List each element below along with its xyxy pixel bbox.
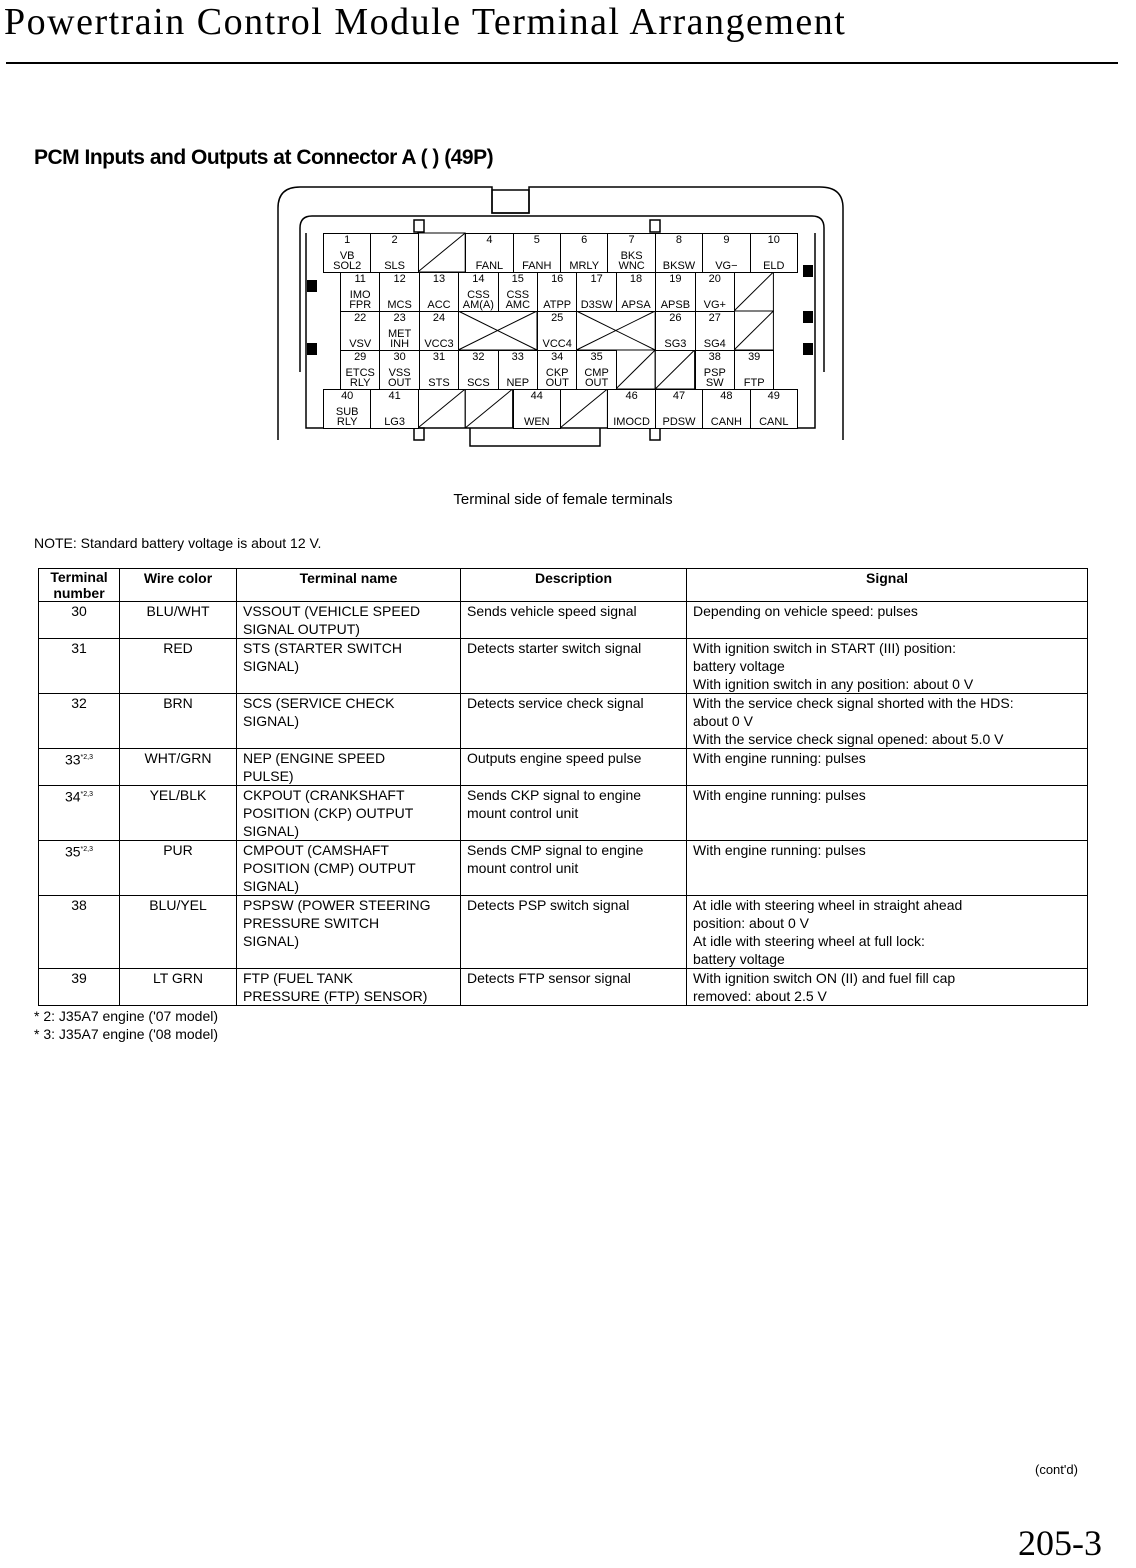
terminal-number: 4 <box>486 234 493 246</box>
terminal-cell <box>498 350 538 390</box>
terminal-name-cell: CMPOUT (CAMSHAFT POSITION (CMP) OUTPUT SIGNAL) <box>237 841 461 896</box>
terminal-label: D3SW <box>580 299 613 311</box>
terminal-number: 35 <box>590 351 603 363</box>
terminal-name-cell: NEP (ENGINE SPEED PULSE) <box>237 749 461 786</box>
terminal-number: 39 <box>748 351 761 363</box>
terminal-label: FTP <box>743 377 765 389</box>
terminal-number: 29 <box>354 351 367 363</box>
terminal-label: PSP SW <box>703 367 726 389</box>
wire-color-cell: BLU/WHT <box>120 602 237 639</box>
terminal-cell <box>458 272 498 312</box>
terminal-label: VSV <box>349 338 372 350</box>
terminal-label: CMP OUT <box>584 367 609 389</box>
terminal-cell <box>379 350 419 390</box>
terminal-label: SCS <box>467 377 490 389</box>
blank-slash-mark <box>734 272 773 311</box>
terminal-cell <box>695 311 735 351</box>
terminal-label: LG3 <box>384 416 405 428</box>
terminal-label: CSS AM(A) <box>462 289 494 311</box>
table-row <box>39 969 1088 1006</box>
terminal-label: BKS WNC <box>618 250 645 272</box>
terminal-number: 31 <box>71 640 87 656</box>
terminal-cell <box>607 389 655 429</box>
terminal-number: 33 <box>511 351 524 363</box>
terminal-cell <box>379 272 419 312</box>
continued-label: (cont'd) <box>1035 1462 1078 1477</box>
blank-cross-mark <box>458 311 537 350</box>
description-cell: Detects starter switch signal <box>461 639 687 694</box>
wire-color-cell: WHT/GRN <box>120 749 237 786</box>
header-signal: Signal <box>687 569 1088 602</box>
terminal-cell <box>419 272 459 312</box>
terminal-cell <box>655 233 703 273</box>
terminal-cell <box>537 311 577 351</box>
footnote-2: * 2: J35A7 engine ('07 model) <box>34 1008 219 1024</box>
terminal-number: 15 <box>511 273 524 285</box>
blank-slash-mark <box>418 389 465 428</box>
table-row <box>39 786 1088 841</box>
terminal-number: 20 <box>708 273 721 285</box>
description-cell: Sends CKP signal to engine mount control unit <box>461 786 687 841</box>
footnote-ref: *2,3 <box>80 754 94 761</box>
description-cell: Detects PSP switch signal <box>461 896 687 969</box>
terminal-number: 49 <box>767 390 780 402</box>
terminal-cell <box>465 233 513 273</box>
terminal-number: 12 <box>393 273 406 285</box>
table-row <box>39 639 1088 694</box>
terminal-label: MCS <box>387 299 412 311</box>
terminal-number-cell <box>39 969 120 1006</box>
terminal-cell <box>513 233 561 273</box>
terminal-cell <box>513 389 561 429</box>
wire-color-cell: BLU/YEL <box>120 896 237 969</box>
terminal-number: 18 <box>629 273 643 285</box>
terminal-name-cell: FTP (FUEL TANK PRESSURE (FTP) SENSOR) <box>237 969 461 1006</box>
terminal-number: 24 <box>432 312 446 324</box>
terminal-number: 2 <box>391 234 398 246</box>
signal-cell: With the service check signal shorted with the HDS: about 0 V With the service check signal opened: about 5.0 V <box>687 694 1088 749</box>
terminal-number: 26 <box>669 312 682 324</box>
terminal-name-cell: VSSOUT (VEHICLE SPEED SIGNAL OUTPUT) <box>237 602 461 639</box>
terminal-cell <box>537 350 577 390</box>
terminal-cell <box>576 350 616 390</box>
terminal-label: VG+ <box>703 299 726 311</box>
terminal-label: MRLY <box>569 260 600 272</box>
terminal-number: 1 <box>344 234 351 246</box>
signal-cell: With engine running: pulses <box>687 841 1088 896</box>
terminal-cell <box>340 350 380 390</box>
terminal-label: ATPP <box>543 299 572 311</box>
terminal-number: 7 <box>628 234 635 246</box>
terminal-label: IMOCD <box>613 416 650 428</box>
wire-color-cell: YEL/BLK <box>120 786 237 841</box>
terminal-cell <box>419 311 459 351</box>
terminal-cell <box>655 272 695 312</box>
terminal-number-cell <box>39 896 120 969</box>
terminal-cell <box>498 272 538 312</box>
blank-slash-mark <box>418 233 465 272</box>
terminal-number: 34 <box>64 788 81 805</box>
terminal-label: APSB <box>660 299 691 311</box>
terminal-cell <box>655 389 703 429</box>
terminal-label: NEP <box>506 377 530 389</box>
connector-caption: Terminal side of female terminals <box>453 491 673 508</box>
terminal-number: 31 <box>432 351 446 363</box>
terminal-number-cell <box>39 841 120 896</box>
wire-color-cell: RED <box>120 639 237 694</box>
terminal-name-cell: CKPOUT (CRANKSHAFT POSITION (CKP) OUTPUT SIGNAL) <box>237 786 461 841</box>
terminal-number: 9 <box>723 234 730 246</box>
terminal-number: 14 <box>472 273 485 285</box>
terminal-label: WEN <box>523 416 550 428</box>
terminal-number: 17 <box>590 273 603 285</box>
terminal-label: FANH <box>522 260 552 272</box>
terminal-label: BKSW <box>662 260 696 272</box>
blank-slash-mark <box>655 350 694 389</box>
terminal-number: 30 <box>393 351 406 363</box>
connector-housing-outline <box>0 0 1136 460</box>
terminal-number-cell <box>39 749 120 786</box>
terminal-number: 34 <box>551 351 564 363</box>
wire-color-cell: LT GRN <box>120 969 237 1006</box>
signal-cell: With engine running: pulses <box>687 749 1088 786</box>
terminal-cell <box>458 350 498 390</box>
terminal-label: STS <box>428 377 450 389</box>
terminal-number: 32 <box>71 695 87 711</box>
terminal-label: CKP OUT <box>545 367 569 389</box>
description-cell: Outputs engine speed pulse <box>461 749 687 786</box>
blank-slash-mark <box>734 311 773 350</box>
terminal-number: 38 <box>708 351 721 363</box>
terminal-label: CSS AMC <box>505 289 531 311</box>
terminal-cell <box>607 233 655 273</box>
terminal-cell <box>702 233 750 273</box>
signal-cell: At idle with steering wheel in straight ahead position: about 0 V At idle with steering wheel at full lock: battery voltage <box>687 896 1088 969</box>
terminal-label: MET INH <box>387 328 412 350</box>
terminal-number: 11 <box>354 273 366 285</box>
terminal-number: 47 <box>672 390 686 402</box>
blank-slash-mark <box>560 389 607 428</box>
terminal-label: CANH <box>710 416 742 428</box>
terminal-number: 16 <box>551 273 564 285</box>
header-wire-color: Wire color <box>120 569 237 602</box>
header-description: Description <box>461 569 687 602</box>
terminal-cell <box>695 272 735 312</box>
terminal-number: 8 <box>675 234 683 246</box>
terminal-cell <box>734 350 774 390</box>
table-row <box>39 841 1088 896</box>
blank-slash-mark <box>616 350 655 389</box>
description-cell: Sends CMP signal to engine mount control unit <box>461 841 687 896</box>
terminal-table <box>38 568 1088 1006</box>
terminal-name-cell: STS (STARTER SWITCH SIGNAL) <box>237 639 461 694</box>
terminal-number: 38 <box>71 897 87 913</box>
terminal-label: SG4 <box>703 338 726 350</box>
terminal-label: VCC4 <box>542 338 572 350</box>
footnote-ref: *2,3 <box>80 846 94 853</box>
signal-cell: With ignition switch ON (II) and fuel fill cap removed: about 2.5 V <box>687 969 1088 1006</box>
terminal-number: 6 <box>581 234 588 246</box>
header-terminal-name: Terminal name <box>237 569 461 602</box>
signal-cell: Depending on vehicle speed: pulses <box>687 602 1088 639</box>
table-row <box>39 694 1088 749</box>
wire-color-cell: BRN <box>120 694 237 749</box>
note: NOTE: Standard battery voltage is about 12 V. <box>34 535 322 551</box>
terminal-number: 39 <box>71 970 87 986</box>
terminal-number-cell <box>39 786 120 841</box>
header-terminal-number: Terminal number <box>39 569 120 602</box>
terminal-number: 25 <box>551 312 564 324</box>
blank-slash-mark <box>465 389 512 428</box>
terminal-cell <box>340 311 380 351</box>
terminal-number: 40 <box>341 390 354 402</box>
blank-cross-mark <box>576 311 655 350</box>
terminal-label: VB SOL2 <box>333 250 362 272</box>
terminal-cell <box>560 233 608 273</box>
terminal-number: 27 <box>708 312 721 324</box>
terminal-number: 32 <box>472 351 485 363</box>
table-header-row <box>39 569 1088 602</box>
terminal-number: 5 <box>533 234 540 246</box>
connector-diagram <box>0 0 1136 460</box>
terminal-number: 30 <box>71 603 87 619</box>
terminal-number: 13 <box>432 273 446 285</box>
terminal-label: SUB RLY <box>335 406 359 428</box>
footnote-ref: *2,3 <box>80 791 94 798</box>
terminal-number: 19 <box>669 273 682 285</box>
terminal-label: ELD <box>763 260 785 272</box>
terminal-cell <box>702 389 750 429</box>
terminal-number-cell <box>39 639 120 694</box>
terminal-cell <box>370 233 418 273</box>
terminal-label: IMO FPR <box>349 289 372 311</box>
terminal-number-cell <box>39 602 120 639</box>
terminal-label: FANL <box>475 260 504 272</box>
terminal-label: VCC3 <box>424 338 454 350</box>
terminal-cell <box>379 311 419 351</box>
footnote-3: * 3: J35A7 engine ('08 model) <box>34 1026 219 1042</box>
page-title: Powertrain Control Module Terminal Arrangement <box>4 1 847 43</box>
terminal-cell <box>655 311 695 351</box>
terminal-cell <box>576 272 616 312</box>
section-title: PCM Inputs and Outputs at Connector A ( ) (49P) <box>34 146 494 169</box>
terminal-number: 44 <box>530 390 543 402</box>
terminal-label: CANL <box>759 416 789 428</box>
terminal-cell <box>419 350 459 390</box>
table-row <box>39 602 1088 639</box>
terminal-label: SLS <box>384 260 405 272</box>
terminal-label: PDSW <box>662 416 696 428</box>
terminal-cell <box>616 272 656 312</box>
description-cell: Detects service check signal <box>461 694 687 749</box>
table-row <box>39 896 1088 969</box>
description-cell: Detects FTP sensor signal <box>461 969 687 1006</box>
terminal-label: VG− <box>715 260 738 272</box>
terminal-label: VSS OUT <box>387 367 412 389</box>
terminal-label: SG3 <box>664 338 687 350</box>
terminal-name-cell: SCS (SERVICE CHECK SIGNAL) <box>237 694 461 749</box>
terminal-number: 48 <box>720 390 733 402</box>
terminal-number: 33 <box>64 751 81 768</box>
terminal-number: 10 <box>767 234 780 246</box>
signal-cell: With ignition switch in START (III) position: battery voltage With ignition switch in any position: about 0 V <box>687 639 1088 694</box>
terminal-cell <box>340 272 380 312</box>
terminal-number: 46 <box>625 390 638 402</box>
terminal-label: ETCS RLY <box>345 367 375 389</box>
terminal-cell <box>750 389 798 429</box>
terminal-number: 23 <box>393 312 406 324</box>
terminal-cell <box>695 350 735 390</box>
terminal-cell <box>323 389 371 429</box>
description-cell: Sends vehicle speed signal <box>461 602 687 639</box>
terminal-number: 35 <box>64 843 81 860</box>
terminal-cell <box>323 233 371 273</box>
terminal-cell <box>750 233 798 273</box>
terminal-number: 41 <box>388 390 401 402</box>
page-number: 205-3 <box>1018 1523 1102 1563</box>
terminal-name-cell: PSPSW (POWER STEERING PRESSURE SWITCH SIGNAL) <box>237 896 461 969</box>
terminal-number-cell <box>39 694 120 749</box>
table-row <box>39 749 1088 786</box>
signal-cell: With engine running: pulses <box>687 786 1088 841</box>
terminal-label: ACC <box>427 299 451 311</box>
wire-color-cell: PUR <box>120 841 237 896</box>
terminal-label: APSA <box>621 299 651 311</box>
terminal-cell <box>370 389 418 429</box>
terminal-cell <box>537 272 577 312</box>
terminal-number: 22 <box>354 312 367 324</box>
